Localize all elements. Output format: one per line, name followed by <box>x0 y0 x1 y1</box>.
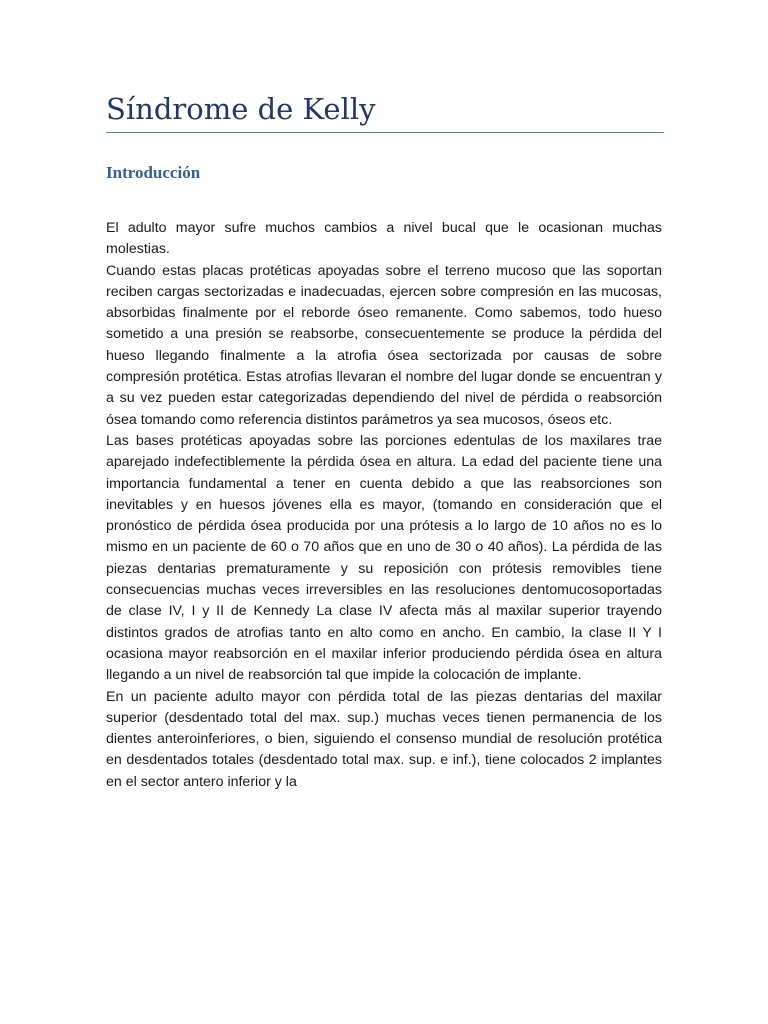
page-title: Síndrome de Kelly <box>106 92 376 126</box>
paragraph-1: El adulto mayor sufre muchos cambios a nivel bucal que le ocasionan muchas molestias. <box>106 220 662 258</box>
section-heading: Introducción <box>106 163 201 182</box>
paragraph-4: En un paciente adulto mayor con pérdida total de las piezas dentarias del maxilar superior (desdentado total del max. sup.) muchas veces tienen permanencia de los dientes anteroinferiores, o bien, siguiendo el consenso mundial de resolución protética en desdentados totales (desdentado total max. sup. e inf.), tiene colocados 2 implantes en el sector antero inferior y la <box>106 688 662 790</box>
title-underline-rule <box>106 132 664 133</box>
paragraph-2: Cuando estas placas protéticas apoyadas sobre el terreno mucoso que las soportan reciben cargas sectorizadas e inadecuadas, ejercen sobre compresión en las mucosas, absorbidas finalmente por el reborde óseo remanente. Como sabemos, todo hueso sometido a una presión se reabsorbe, consecuentemente se produce la pérdida del hueso llegando finalmente a la atrofia ósea sectorizada por causas de sobre compresión protética. Estas atrofias llevaran el nombre del lugar donde se encuentran y a su vez pueden estar categorizadas dependiendo del nivel de pérdida o reabsorción ósea tomando como referencia distintos parámetros ya sea mucosos, óseos etc. <box>106 262 662 428</box>
body-text <box>106 218 662 793</box>
paragraph-3: Las bases protéticas apoyadas sobre las porciones edentulas de los maxilares trae aparejado indefectiblemente la pérdida ósea en altura. La edad del paciente tiene una importancia fundamental a tener en cuenta debido a que las reabsorciones son inevitables y en huesos jóvenes ella es mayor, (tomando en consideración que el pronóstico de pérdida ósea producida por una prótesis a lo largo de 10 años no es lo mismo en un paciente de 60 o 70 años que en uno de 30 o 40 años). La pérdida de las piezas dentarias prematuramente y su reposición con prótesis removibles tiene consecuencias muchas veces irreversibles en las resoluciones dentomucosoportadas de clase IV, I y II de Kennedy La clase IV afecta más al maxilar superior trayendo distintos grados de atrofias tanto en alto como en ancho. En cambio, la clase II Y I ocasiona mayor reabsorción en el maxilar inferior produciendo pérdida ósea en altura llegando a un nivel de reabsorción tal que impide la colocación de implante. <box>106 432 662 684</box>
